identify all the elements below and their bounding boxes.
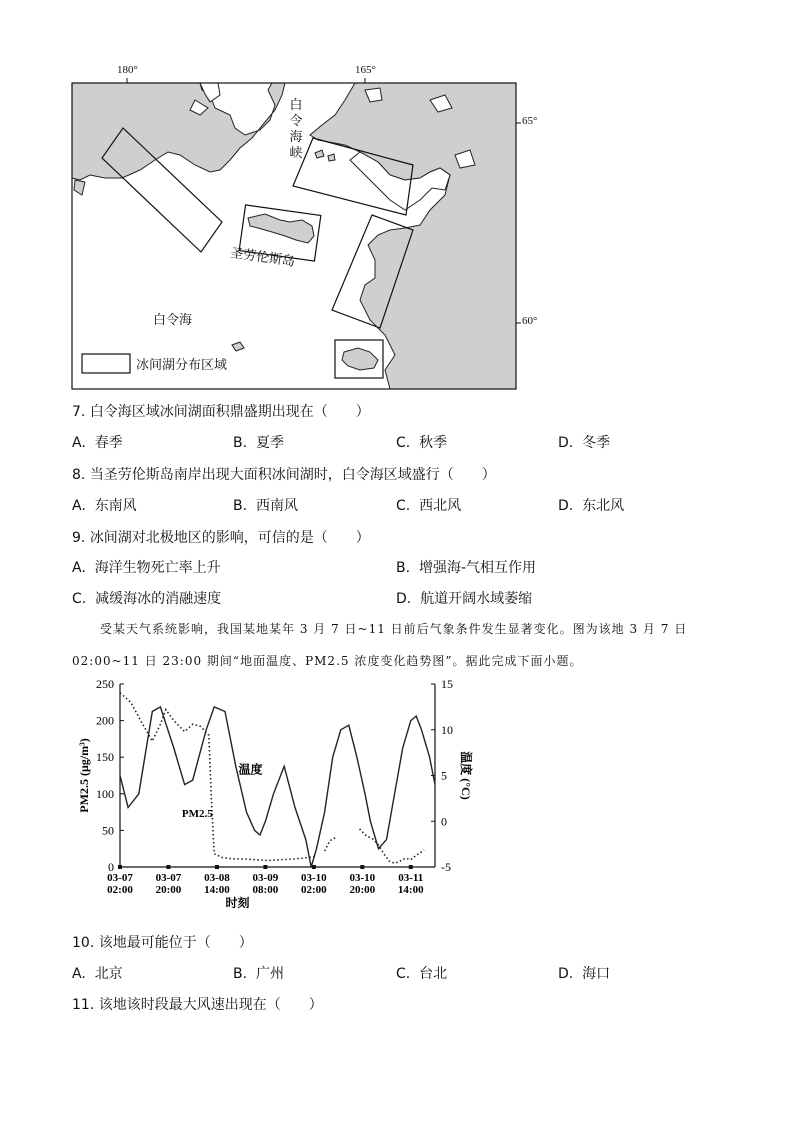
x-tick-label-date: 03-09 xyxy=(252,872,279,884)
y-right-axis-title: 温度 (°C) xyxy=(459,751,473,800)
option-letter: C. xyxy=(396,435,411,451)
option-letter: B. xyxy=(233,435,248,451)
y-right-tick-label: 10 xyxy=(441,722,453,737)
question-number: 10. xyxy=(72,935,95,951)
strait-char: 峡 xyxy=(289,146,303,161)
x-tick-mark xyxy=(166,865,170,869)
x-tick-mark xyxy=(360,865,364,869)
pm25-series-label: PM2.5 xyxy=(181,808,213,821)
strait-label xyxy=(288,98,304,162)
option-text: 夏季 xyxy=(255,435,284,451)
option-letter: B. xyxy=(233,966,248,982)
x-tick-label-time: 08:00 xyxy=(252,884,279,896)
x-axis-title: 时刻 xyxy=(225,896,250,910)
q8-option-d[interactable] xyxy=(558,495,624,515)
q10-option-a[interactable] xyxy=(72,963,123,983)
q9-option-d[interactable] xyxy=(396,588,532,608)
option-letter: D. xyxy=(558,966,574,982)
question-7 xyxy=(72,401,370,421)
q8-option-b[interactable] xyxy=(233,495,298,515)
bering-map xyxy=(60,60,560,400)
y-left-tick-label: 100 xyxy=(96,786,114,801)
x-tick-label-time: 14:00 xyxy=(397,884,424,896)
question-text: 冰间湖对北极地区的影响，可信的是（ ） xyxy=(89,530,370,546)
option-text: 东北风 xyxy=(582,498,625,514)
option-text: 增强海-气相互作用 xyxy=(418,560,537,576)
q9-option-a[interactable] xyxy=(72,557,221,577)
option-text: 海口 xyxy=(582,966,611,982)
option-text: 减缓海冰的消融速度 xyxy=(95,591,222,607)
question-text: 白令海区域冰间湖面积鼎盛期出现在（ ） xyxy=(89,404,370,420)
q7-option-a[interactable] xyxy=(72,432,123,452)
strait-char: 令 xyxy=(289,114,303,129)
option-text: 广州 xyxy=(255,966,284,982)
strait-char: 海 xyxy=(289,130,303,145)
question-text: 该地该时段最大风速出现在（ ） xyxy=(98,997,323,1013)
x-tick-mark xyxy=(409,865,413,869)
q7-option-c[interactable] xyxy=(396,432,447,452)
x-tick-label-date: 03-11 xyxy=(398,872,424,884)
option-text: 北京 xyxy=(94,966,123,982)
x-tick-mark xyxy=(215,865,219,869)
legend-label: 冰间湖分布区域 xyxy=(136,358,228,373)
y-right-tick-label: 0 xyxy=(441,814,447,829)
option-text: 西南风 xyxy=(255,498,298,514)
option-letter: A. xyxy=(72,435,86,451)
question-number: 9. xyxy=(72,530,86,546)
q7-option-d[interactable] xyxy=(558,432,610,452)
option-letter: B. xyxy=(233,498,248,514)
option-letter: C. xyxy=(72,591,87,607)
y-left-tick-label: 0 xyxy=(108,860,114,874)
intro-line-2: 02:00~11 日 23:00 期间“地面温度、PM2.5 浓度变化趋势图”。据此完成下面小题。 xyxy=(72,654,583,668)
y-right-tick-label: 15 xyxy=(441,677,453,691)
question-9 xyxy=(72,527,370,547)
intro-line-1: 受某天气系统影响，我国某地某年 3 月 7 日~11 日前后气象条件发生显著变化。图为该地 3 月 7 日 xyxy=(100,622,688,636)
strait-char: 白 xyxy=(289,98,303,113)
question-number: 11. xyxy=(72,997,95,1013)
lat-label-60: 60° xyxy=(522,315,538,327)
y-left-tick-label: 250 xyxy=(96,677,114,691)
x-tick-label-date: 03-07 xyxy=(155,872,182,884)
lat-label-65: 65° xyxy=(522,115,538,127)
option-letter: B. xyxy=(396,560,411,576)
y-left-tick-label: 150 xyxy=(96,750,114,765)
y-left-axis-title: PM2.5 (μg/m³) xyxy=(77,738,91,813)
q9-option-b[interactable] xyxy=(396,557,536,577)
q10-option-c[interactable] xyxy=(396,963,447,983)
legend-box xyxy=(82,354,130,373)
option-text: 冬季 xyxy=(582,435,611,451)
y-right-tick-label: -5 xyxy=(441,860,451,874)
q10-option-d[interactable] xyxy=(558,963,610,983)
question-10 xyxy=(72,932,253,952)
y-right-tick-label: 5 xyxy=(441,768,447,783)
option-text: 秋季 xyxy=(419,435,448,451)
chart-svg xyxy=(70,676,490,916)
q7-option-b[interactable] xyxy=(233,432,284,452)
x-tick-label-time: 20:00 xyxy=(349,884,376,896)
option-letter: D. xyxy=(396,591,412,607)
sea-label: 白令海 xyxy=(153,313,193,328)
option-letter: A. xyxy=(72,966,86,982)
question-number: 8. xyxy=(72,467,86,483)
x-tick-label-date: 03-10 xyxy=(301,872,327,884)
x-tick-mark xyxy=(118,865,122,869)
question-8 xyxy=(72,464,496,484)
question-text: 该地最可能位于（ ） xyxy=(98,935,253,951)
lon-label-180: 180° xyxy=(117,64,138,76)
option-text: 西北风 xyxy=(419,498,462,514)
option-text: 台北 xyxy=(419,966,448,982)
q8-option-c[interactable] xyxy=(396,495,461,515)
option-letter: A. xyxy=(72,560,86,576)
question-11 xyxy=(72,994,323,1014)
y-left-tick-label: 200 xyxy=(96,713,114,728)
option-letter: C. xyxy=(396,498,411,514)
x-tick-label-date: 03-10 xyxy=(349,872,376,884)
temp-pm25-chart xyxy=(70,676,490,916)
lon-label-165: 165° xyxy=(355,64,376,76)
x-tick-label-date: 03-08 xyxy=(204,872,230,884)
x-tick-mark xyxy=(312,865,316,869)
option-letter: D. xyxy=(558,498,574,514)
x-tick-label-time: 02:00 xyxy=(301,884,327,896)
temperature-line xyxy=(120,707,435,867)
pm25-line xyxy=(360,829,425,863)
temperature-series-label: 温度 xyxy=(238,762,263,777)
y-left-tick-label: 50 xyxy=(102,823,114,838)
q10-option-b[interactable] xyxy=(233,963,284,983)
option-letter: C. xyxy=(396,966,411,982)
x-tick-label-time: 20:00 xyxy=(155,884,182,896)
option-letter: A. xyxy=(72,498,86,514)
x-tick-label-time: 14:00 xyxy=(204,884,230,896)
option-text: 春季 xyxy=(94,435,123,451)
map-graphic xyxy=(60,60,560,400)
x-tick-label-time: 02:00 xyxy=(107,884,133,896)
option-text: 东南风 xyxy=(94,498,137,514)
x-tick-mark xyxy=(263,865,267,869)
option-letter: D. xyxy=(558,435,574,451)
question-text: 当圣劳伦斯岛南岸出现大面积冰间湖时，白令海区域盛行（ ） xyxy=(89,467,496,483)
option-text: 海洋生物死亡率上升 xyxy=(94,560,221,576)
pm25-line xyxy=(325,838,336,851)
q9-option-c[interactable] xyxy=(72,588,221,608)
island-label: 圣劳伦斯岛 xyxy=(229,245,296,270)
question-number: 7. xyxy=(72,404,86,420)
option-text: 航道开阔水域萎缩 xyxy=(420,591,533,607)
q8-option-a[interactable] xyxy=(72,495,137,515)
x-tick-label-date: 03-07 xyxy=(107,872,133,884)
